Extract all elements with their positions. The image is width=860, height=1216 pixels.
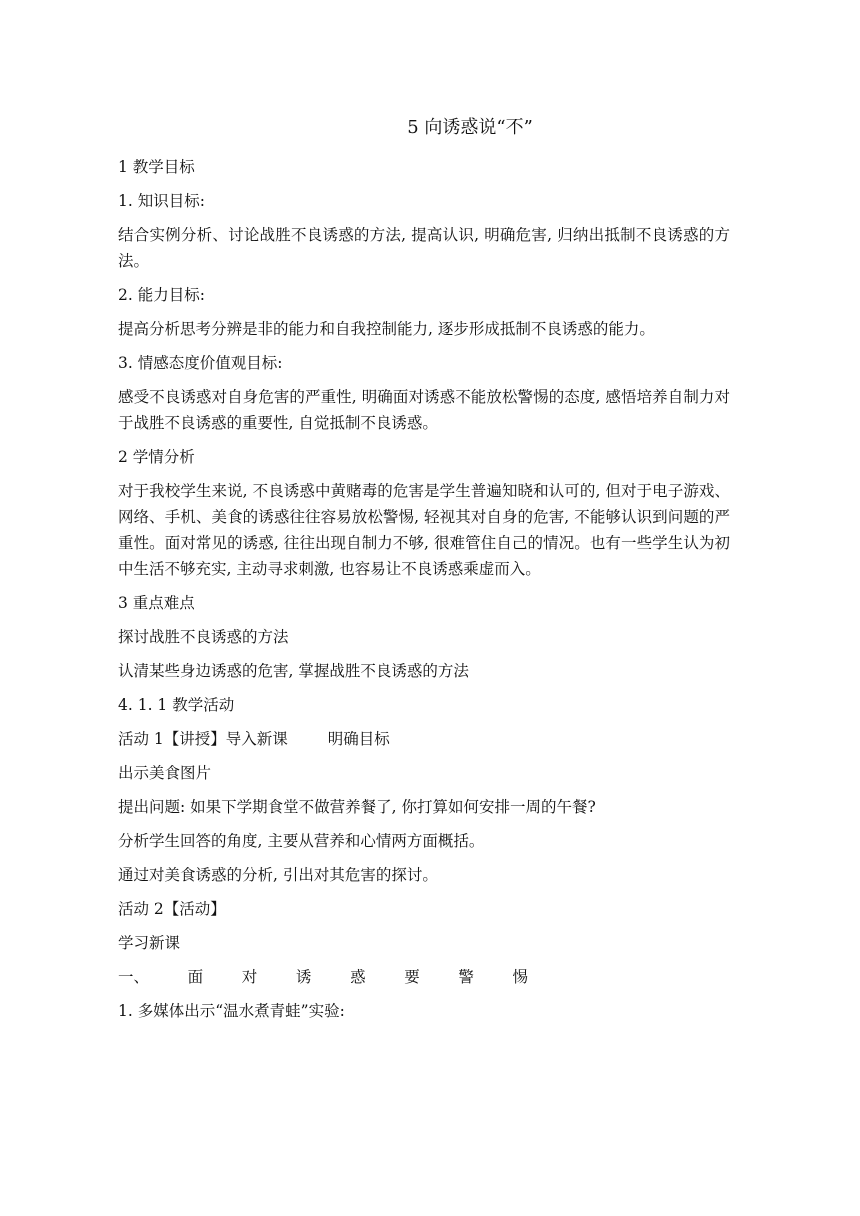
spaced-char: 惑 [350,968,366,986]
spaced-char: 面 [187,968,204,986]
knowledge-goal-text: 结合实例分析、讨论战胜不良诱惑的方法, 提高认识, 明确危害, 归纳出抵制不良诱惑的方法。 [118,226,730,270]
section-heading-key-points: 3 重点难点 [118,594,195,612]
section-heading-teaching-goals: 1 教学目标 [118,158,195,176]
section-heading-student-analysis: 2 学情分析 [118,448,195,466]
document-body [118,154,738,1024]
activity-1-goal: 明确目标 [327,730,390,748]
ability-goal-text: 提高分析思考分辨是非的能力和自我控制能力, 逐步形成抵制不良诱惑的能力。 [118,320,655,338]
emotion-goal-text: 感受不良诱惑对自身危害的严重性, 明确面对诱惑不能放松警惕的态度, 感悟培养自制力对于战胜不良诱惑的重要性, 自觉抵制不良诱惑。 [118,388,730,432]
activity-1-line-1: 出示美食图片 [118,764,212,782]
key-point-1: 探讨战胜不良诱惑的方法 [118,628,289,646]
activity-2-line-1: 学习新课 [118,934,181,952]
activity-1-label: 活动 1【讲授】导入新课 [118,730,288,748]
activity-2-line-3: 1. 多媒体出示“温水煮青蛙”实验: [118,1002,345,1020]
spaced-char: 对 [241,968,258,986]
activity-2-spaced-heading [118,964,528,990]
knowledge-goal-label: 1. 知识目标: [118,192,205,210]
spaced-char: 一、 [118,968,150,986]
spaced-char: 诱 [295,968,312,986]
spaced-char: 警 [458,968,474,986]
spaced-char: 要 [404,968,420,986]
emotion-goal-label: 3. 情感态度价值观目标: [118,354,283,372]
activity-1-line-2: 提出问题: 如果下学期食堂不做营养餐了, 你打算如何安排一周的午餐? [118,798,596,816]
spaced-char: 惕 [512,968,528,986]
activity-1-line-3: 分析学生回答的角度, 主要从营养和心情两方面概括。 [118,832,485,850]
key-point-2: 认清某些身边诱惑的危害, 掌握战胜不良诱惑的方法 [118,662,469,680]
section-heading-activities: 4. 1. 1 教学活动 [118,696,235,714]
activity-2-heading: 活动 2【活动】 [118,900,226,918]
ability-goal-label: 2. 能力目标: [118,286,205,304]
activity-1-heading [118,726,738,752]
student-analysis-text: 对于我校学生来说, 不良诱惑中黄赌毒的危害是学生普遍知晓和认可的, 但对于电子游戏、网络、手机、美食的诱惑往往容易放松警惕, 轻视其对自身的危害, 不能够认识到问题的严重性。面对常见的诱惑, 往往出现自制力不够, 很难管住自己的情况。也有一些学生认为初中生活不够充实, 主动寻求刺激, 也容易让不良诱惑乘虚而入。 [118,482,730,578]
activity-1-line-4: 通过对美食诱惑的分析, 引出对其危害的探讨。 [118,866,438,884]
document-title: 5 向诱惑说“不” [407,117,533,138]
